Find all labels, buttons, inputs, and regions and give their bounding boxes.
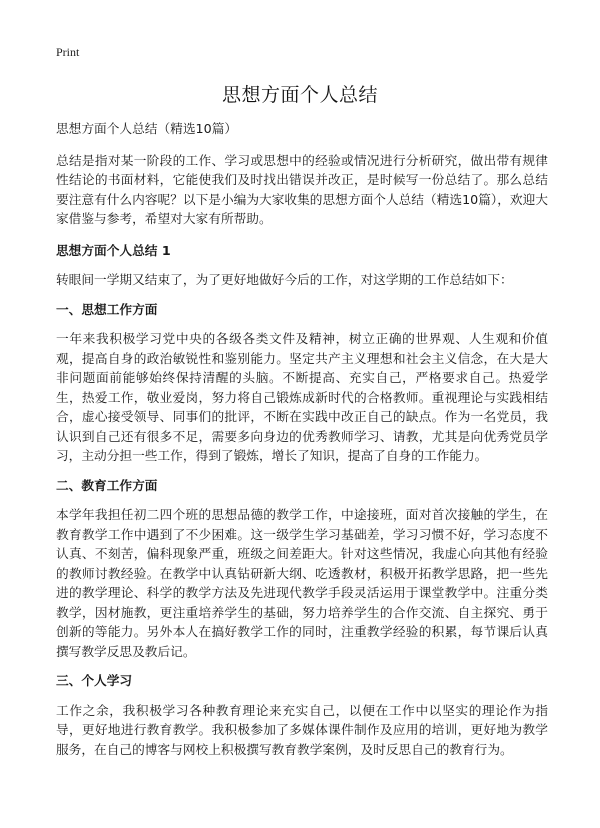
print-link[interactable]: Print (56, 45, 80, 59)
page-title: 思想方面个人总结 (221, 84, 378, 106)
document-body (56, 119, 548, 769)
section-heading-education-work: 二、教育工作方面 (56, 477, 158, 493)
section-body-thought-work: 一年来我积极学习党中央的各级各类文件及精神，树立正确的世界观、人生观和价值观，提高自身的政治敏锐性和鉴别能力。坚定共产主义理想和社会主义信念，在大是大非问题面前能够始终保持清醒的头脑。不断提高、充实自己，严格要求自己。热爱学生，热爱工作，敬业爱岗，努力将自己锻炼成新时代的合格教师。重视理论与实践相结合，虚心接受领导、同事们的批评，不断在实践中改正自己的缺点。作为一名党员，我认识到自己还有很多不足，需要多向身边的优秀教师学习、请教，尤其是向优秀党员学习，主动分担一些工作，得到了锻炼，增长了知识，提高了自身的工作能力。 (56, 331, 548, 463)
lead-paragraph: 转眼间一学期又结束了，为了更好地做好今后的工作，对这学期的工作总结如下： (56, 272, 513, 287)
section-body-education-work: 本学年我担任初二四个班的思想品德的教学工作，中途接班，面对首次接触的学生，在教育教学工作中遇到了不少困难。这一级学生学习基础差，学习习惯不好，学习态度不认真、不刻苦，偏科现象严重，班级之间差距大。针对这些情况，我虚心向其他有经验的教师讨教经验。在教学中认真钻研新大纲、吃透教材，积极开拓教学思路，把一些先进的教学理论、科学的教学方法及先进现代教学手段灵活运用于课堂教学中。注重分类教学，因材施教，更注重培养学生的基础，努力培养学生的合作交流、自主探究、勇于创新的等能力。另外本人在搞好教学工作的同时，注重教学经验的积累，每节课后认真撰写教学反思及教后记。 (56, 507, 548, 659)
section-heading-personal-study: 三、个人学习 (56, 673, 133, 688)
section-heading-thought-work: 一、思想工作方面 (56, 301, 158, 317)
section-body-personal-study: 工作之余，我积极学习各种教育理论来充实自己，以便在工作中以坚实的理论作为指导，更好地进行教育教学。我积极参加了多媒体课件制作及应用的培训，更好地为教学服务，在自己的博客与网校上积极撰写教育教学案例，及时反思自己的教育行为。 (56, 702, 548, 757)
intro-paragraph: 总结是指对某一阶段的工作、学习或思想中的经验或情况进行分析研究，做出带有规律性结论的书面材料，它能使我们及时找出错误并改正，是时候写一份总结了。那么总结要注意有什么内容呢？以下是小编为大家收集的思想方面个人总结（精选10篇），欢迎大家借鉴与参考，希望对大家有所帮助。 (56, 152, 548, 226)
document-subtitle: 思想方面个人总结（精选10篇） (56, 121, 238, 136)
section-heading: 思想方面个人总结 1 (56, 242, 171, 258)
